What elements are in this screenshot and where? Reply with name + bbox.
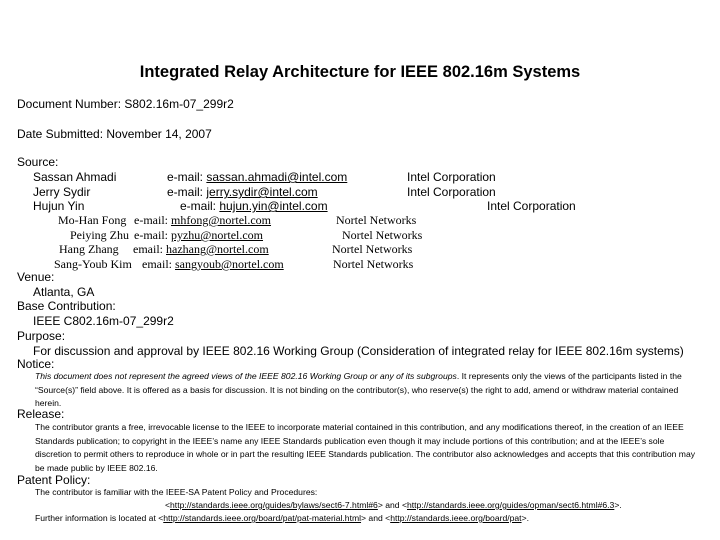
opman-link[interactable]: http://standards.ieee.org/guides/opman/sect6.html#6.3 — [407, 500, 615, 510]
author-email: e-mail: mhfong@nortel.com — [134, 213, 272, 227]
author-email: e-mail: hujun.yin@intel.com — [180, 199, 328, 213]
author-org: Intel Corporation — [407, 185, 496, 199]
patent-policy-label: Patent Policy: — [17, 473, 91, 487]
author-email: e-mail: jerry.sydir@intel.com — [167, 185, 318, 199]
patent-policy-links: <http://standards.ieee.org/guides/bylaws/sect6-7.html#6> and <http://standards.ieee.org/guides/opman/sect6.html#6.3>. — [165, 500, 622, 510]
pat-material-link[interactable]: http://standards.ieee.org/board/pat/pat-material.html — [163, 513, 362, 523]
author-email: email: sangyoub@nortel.com — [142, 257, 284, 271]
author-name: Jerry Sydir — [33, 185, 91, 199]
author-email: email: hazhang@nortel.com — [133, 242, 269, 256]
author-name: Mo-Han Fong — [58, 213, 127, 227]
author-org: Nortel Networks — [336, 213, 417, 227]
purpose-value: For discussion and approval by IEEE 802.16 Working Group (Consideration of integrated relay for IEEE 802.16m systems) — [33, 344, 684, 358]
author-name: Hujun Yin — [33, 199, 85, 213]
author-email: e-mail: sassan.ahmadi@intel.com — [167, 170, 348, 184]
purpose-label: Purpose: — [17, 329, 66, 343]
bylaws-link[interactable]: http://standards.ieee.org/guides/bylaws/sect6-7.html#6 — [170, 500, 378, 510]
patent-policy-intro: The contributor is familiar with the IEEE-SA Patent Policy and Procedures: — [35, 487, 318, 497]
venue-value: Atlanta, GA — [33, 285, 95, 299]
notice-label: Notice: — [17, 357, 55, 371]
author-org: Nortel Networks — [342, 228, 423, 242]
author-name: Peiying Zhu — [70, 228, 129, 242]
patent-policy-further: Further information is located at <http://standards.ieee.org/board/pat/pat-material.html> and <http://standards.ieee.org/board/pat>. — [35, 513, 529, 523]
venue-label: Venue: — [17, 270, 55, 284]
base-contribution-value: IEEE C802.16m-07_299r2 — [33, 314, 174, 328]
author-name: Hang Zhang — [59, 242, 119, 256]
email-link[interactable]: pyzhu@nortel.com — [170, 228, 264, 242]
date-submitted: Date Submitted: November 14, 2007 — [17, 127, 212, 141]
email-link[interactable]: sassan.ahmadi@intel.com — [206, 170, 348, 184]
source-label: Source: — [17, 155, 59, 169]
email-link[interactable]: sangyoub@nortel.com — [175, 257, 284, 271]
author-name: Sang-Youb Kim — [54, 257, 132, 271]
author-org: Nortel Networks — [332, 242, 413, 256]
author-email: e-mail: pyzhu@nortel.com — [134, 228, 264, 242]
email-link[interactable]: hazhang@nortel.com — [166, 242, 269, 256]
author-org: Nortel Networks — [333, 257, 414, 271]
email-link[interactable]: mhfong@nortel.com — [170, 213, 272, 227]
author-name: Sassan Ahmadi — [33, 170, 117, 184]
board-pat-link[interactable]: http://standards.ieee.org/board/pat — [390, 513, 522, 523]
release-text: The contributor grants a free, irrevocable license to the IEEE to incorporate material contained in this contribution, and any modifications thereof, in the creation of an IEEE Standards publication; to copyright in the IEEE’s name any IEEE Standards publication even though it may include portions of this contribution; and at the IEEE’s sole discretion to permit others to reproduce in whole or in part the resulting IEEE Standards publication. The contributor also acknowledges and accepts that this contribution may be made public by IEEE 802.16. — [35, 422, 696, 473]
email-link[interactable]: hujun.yin@intel.com — [219, 199, 328, 213]
page-title: Integrated Relay Architecture for IEEE 802.16m Systems — [139, 63, 581, 81]
email-link[interactable]: jerry.sydir@intel.com — [206, 185, 318, 199]
base-contribution-label: Base Contribution: — [17, 299, 116, 313]
document-number: Document Number: S802.16m-07_299r2 — [17, 97, 234, 111]
author-org: Intel Corporation — [407, 170, 496, 184]
author-org: Intel Corporation — [487, 199, 576, 213]
release-label: Release: — [17, 407, 65, 421]
notice-text: This document does not represent the agreed views of the IEEE 802.16 Working Group or any of its subgroups. It represents only the views of the participants listed in the “Source(s)” field above. It is offered as a basis for discussion. It is not binding on the contributor(s), who reserve(s) the right to add, amend or withdraw material contained herein. — [35, 371, 682, 409]
